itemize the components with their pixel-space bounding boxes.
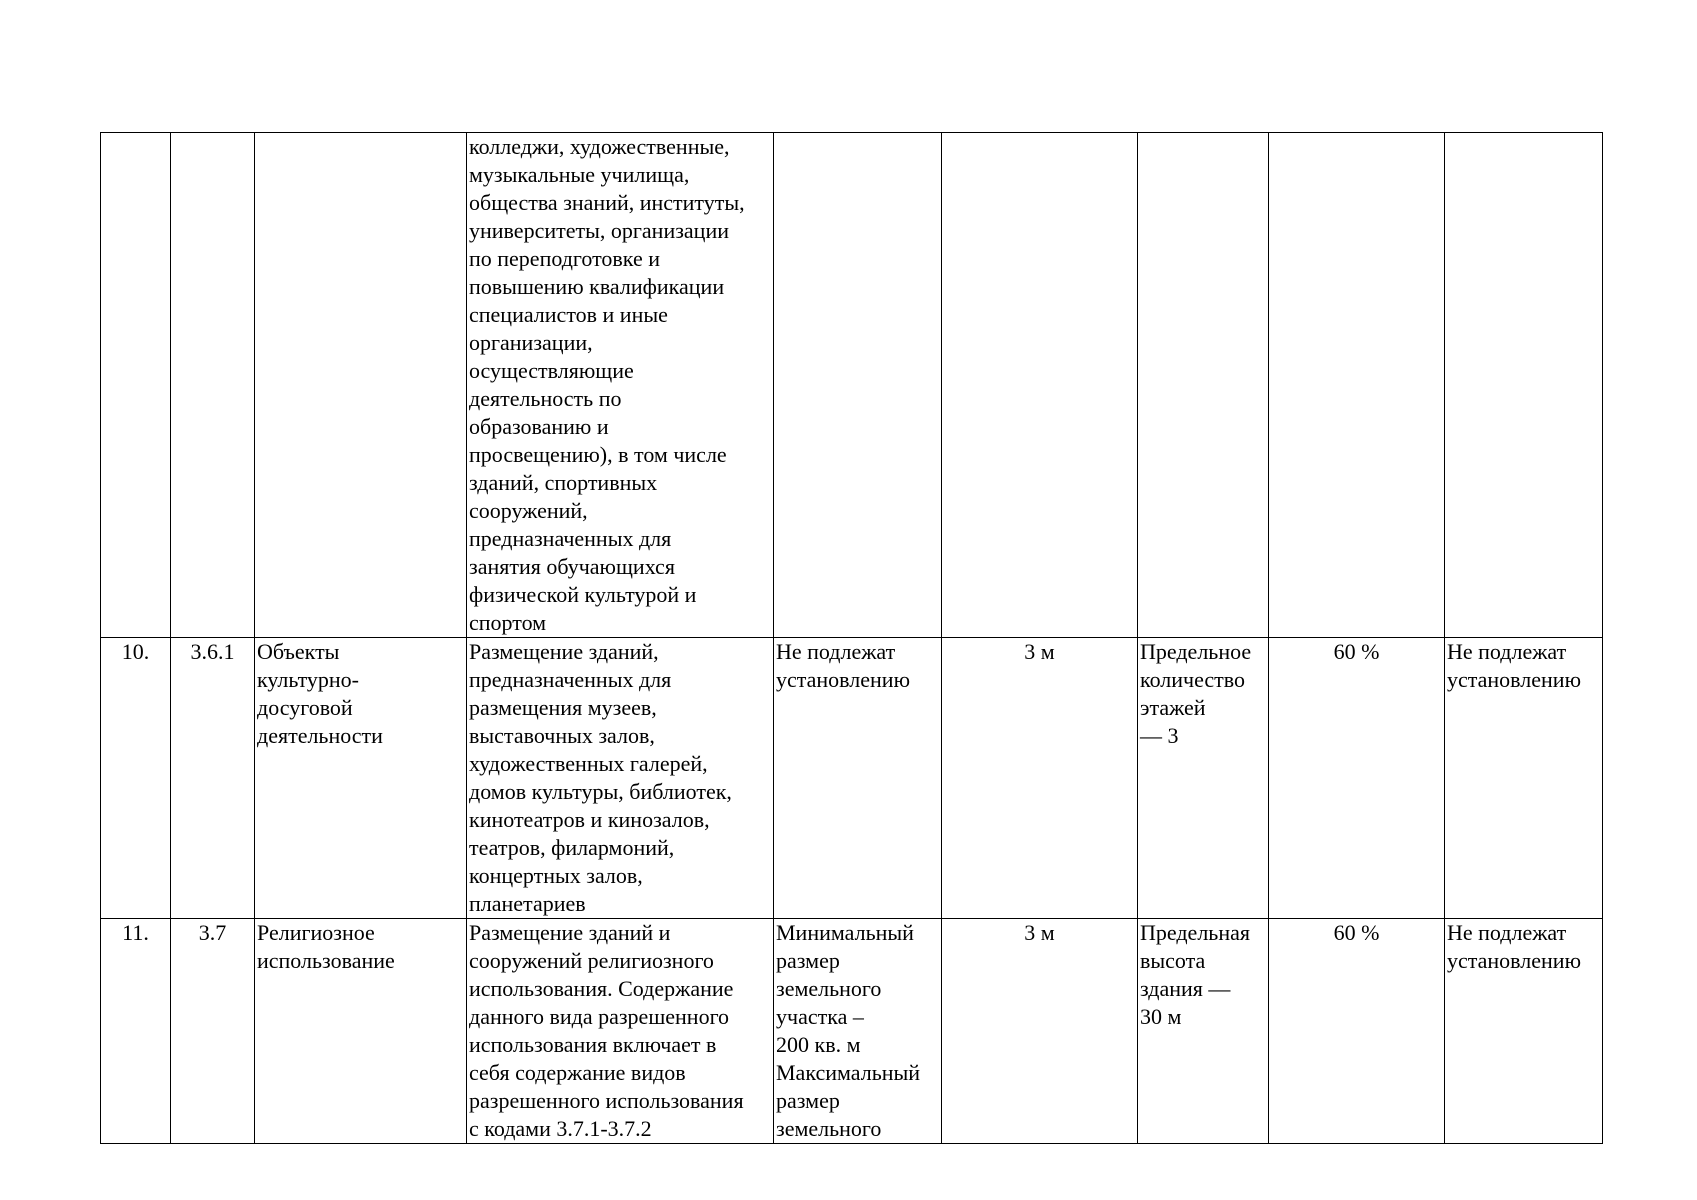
plot-size-cell: Минимальный размер земельного участка – 200 кв. м Максимальный размер земельного [774, 919, 942, 1144]
max-coverage-cell: 60 % [1269, 638, 1445, 919]
table-row [101, 638, 1603, 919]
use-description-cell: Размещение зданий и сооружений религиозного использования. Содержание данного вида разрешенного использования включает в себя содержание видов разрешенного использования с кодами 3.7.1-3.7.2 [467, 919, 774, 1144]
max-coverage-cell: 60 % [1269, 919, 1445, 1144]
min-indent-cell: 3 м [942, 919, 1138, 1144]
use-description-cell: колледжи, художественные, музыкальные училища, общества знаний, институты, университеты, организации по переподготовке и повышению квалификации специалистов и иные организации, осуществляющие деятельность по образованию и просвещению), в том числе зданий, спортивных сооружений, предназначенных для занятия обучающихся физической культурой и спортом [467, 133, 774, 638]
table-row [101, 133, 1603, 638]
max-floors-cell [1138, 133, 1269, 638]
max-floors-cell: Предельное количество этажей — 3 [1138, 638, 1269, 919]
use-code-cell: 3.7 [171, 919, 255, 1144]
use-description-cell: Размещение зданий, предназначенных для размещения музеев, выставочных залов, художественных галерей, домов культуры, библиотек, кинотеатров и кинозалов, театров, филармоний, концертных залов, планетариев [467, 638, 774, 919]
plot-size-cell [774, 133, 942, 638]
max-coverage-cell [1269, 133, 1445, 638]
table-row [101, 919, 1603, 1144]
use-code-cell [171, 133, 255, 638]
max-floors-cell: Предельная высота здания — 30 м [1138, 919, 1269, 1144]
min-indent-cell [942, 133, 1138, 638]
use-code-cell: 3.6.1 [171, 638, 255, 919]
use-name-cell: Объекты культурно- досуговой деятельности [255, 638, 467, 919]
use-name-cell: Религиозное использование [255, 919, 467, 1144]
other-params-cell: Не подлежат установлению [1445, 919, 1603, 1144]
row-number-cell [101, 133, 171, 638]
other-params-cell: Не подлежат установлению [1445, 638, 1603, 919]
row-number-cell: 10. [101, 638, 171, 919]
plot-size-cell: Не подлежат установлению [774, 638, 942, 919]
zoning-regulations-table [100, 132, 1603, 1144]
other-params-cell [1445, 133, 1603, 638]
row-number-cell: 11. [101, 919, 171, 1144]
use-name-cell [255, 133, 467, 638]
min-indent-cell: 3 м [942, 638, 1138, 919]
